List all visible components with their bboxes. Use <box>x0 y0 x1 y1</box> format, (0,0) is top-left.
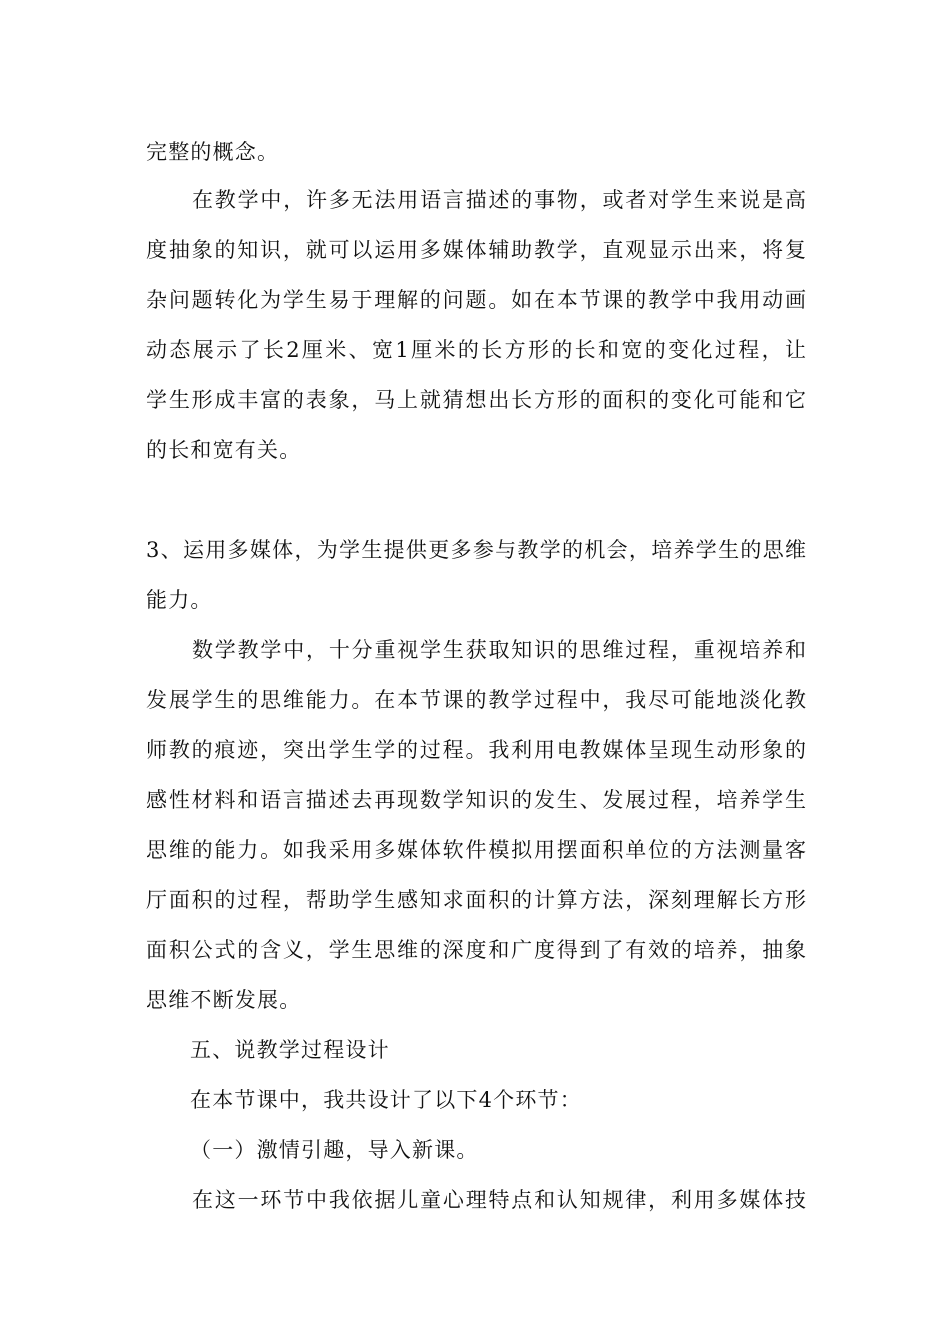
text-line: 思维的能力。如我采用多媒体软件模拟用摆面积单位的方法测量客 <box>146 838 806 862</box>
text-line: 感性材料和语言描述去再现数学知识的发生、发展过程，培养学生 <box>146 788 806 812</box>
text-line: 完整的概念。 <box>146 140 280 164</box>
text-line: 厅面积的过程，帮助学生感知求面积的计算方法，深刻理解长方形 <box>146 888 806 912</box>
section-heading-continued: 能力。 <box>146 588 213 612</box>
text-line: 思维不断发展。 <box>146 988 302 1012</box>
section-title: 五、说教学过程设计 <box>190 1038 390 1062</box>
text-line: 学生形成丰富的表象，马上就猜想出长方形的面积的变化可能和它 <box>146 388 806 412</box>
paragraph-first-line: 在这一环节中我依据儿童心理特点和认知规律，利用多媒体技 <box>192 1188 806 1212</box>
text-line: 在本节课中，我共设计了以下4个环节： <box>190 1088 582 1112</box>
text-line: 面积公式的含义，学生思维的深度和广度得到了有效的培养，抽象 <box>146 938 806 962</box>
text-line: 师教的痕迹，突出学生学的过程。我利用电教媒体呈现生动形象的 <box>146 738 806 762</box>
paragraph-first-line: 在教学中，许多无法用语言描述的事物，或者对学生来说是高 <box>192 188 806 212</box>
text-line: 杂问题转化为学生易于理解的问题。如在本节课的教学中我用动画 <box>146 288 806 312</box>
text-line: 度抽象的知识，就可以运用多媒体辅助教学，直观显示出来，将复 <box>146 238 806 262</box>
paragraph-first-line: 数学教学中，十分重视学生获取知识的思维过程，重视培养和 <box>192 638 806 662</box>
text-line: 发展学生的思维能力。在本节课的教学过程中，我尽可能地淡化教 <box>146 688 806 712</box>
subsection-title: （一）激情引趣，导入新课。 <box>190 1138 479 1162</box>
text-line: 的长和宽有关。 <box>146 438 302 462</box>
section-heading: 3、运用多媒体，为学生提供更多参与教学的机会，培养学生的思维 <box>146 538 806 562</box>
text-line: 动态展示了长2厘米、宽1厘米的长方形的长和宽的变化过程，让 <box>146 338 806 362</box>
